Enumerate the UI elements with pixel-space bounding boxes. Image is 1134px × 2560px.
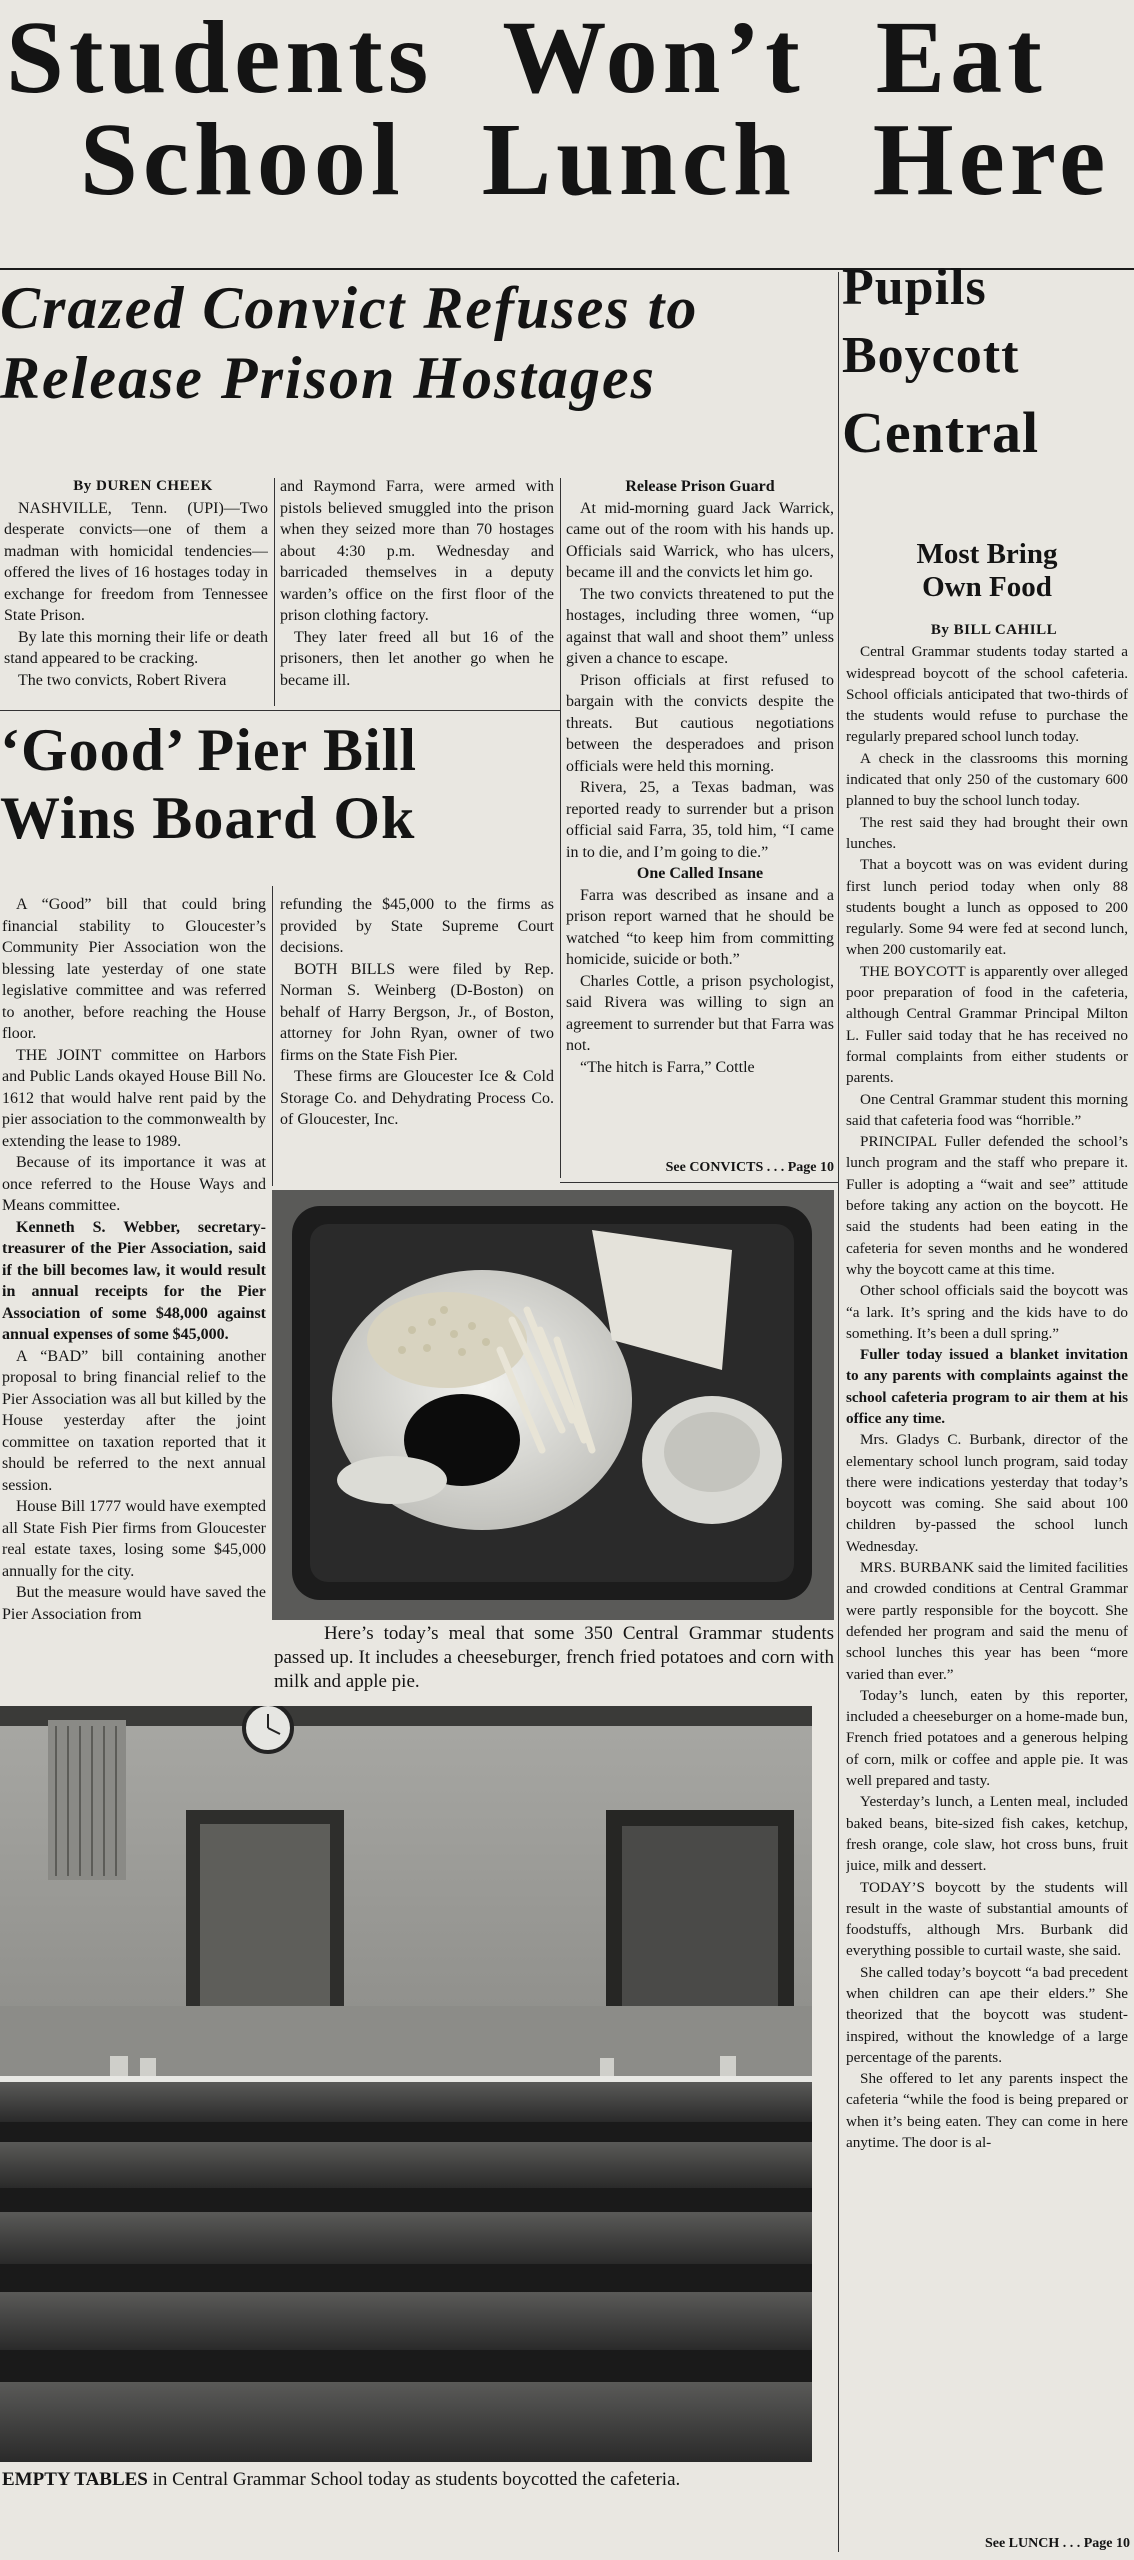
convict-subhead: One Called Insane xyxy=(636,865,764,882)
convict-para: “The hitch is Farra,” Cottle xyxy=(580,1058,755,1076)
table xyxy=(0,2082,812,2122)
convict-para: Farra was described as insane and a prison report warned that he should be watched “to keep him from committing homicide, suicide or both.” xyxy=(566,886,834,968)
main-headline-line2: School Lunch Here xyxy=(80,102,1111,217)
pier-col-1 xyxy=(2,894,266,1706)
boycott-para: Today’s lunch, eaten by this reporter, included a cheeseburger on a home-made bun, French fried potatoes and a generous helping of corn, milk or coffee and apple pie. It was well prepared and tasty. xyxy=(846,1686,1128,1790)
convict-col-2 xyxy=(280,476,554,708)
table xyxy=(0,2292,812,2350)
boycott-para: Fuller today issued a blanket invitation to any parents with complaints against the school cafeteria program to air them at his office any time. xyxy=(846,1346,1128,1427)
convict-headline xyxy=(0,275,840,411)
pier-para: Kenneth S. Webber, secretary-treasurer of the Pier Association, said if the bill becomes law, it would result in annual receipts for the Pier Association of some $48,000 against annual expenses of some $45,000. xyxy=(2,1218,266,1343)
column-rule-convict-1 xyxy=(274,478,275,706)
pier-headline-line2: Wins Board Ok xyxy=(0,785,416,851)
convict-bottom-rule xyxy=(0,710,560,711)
pier-headline-line1: ‘Good’ Pier Bill xyxy=(0,717,418,783)
convict-byline: By DUREN CHEEK xyxy=(73,478,213,494)
table xyxy=(0,2212,812,2264)
main-headline xyxy=(6,0,1126,217)
boycott-deck xyxy=(842,540,1132,602)
convict-col-3 xyxy=(566,476,834,1162)
convict-para: The two convicts threatened to put the hostages, including three women, “up against that wall and shoot them” unless given a chance to escape. xyxy=(566,585,834,667)
convict-para: At mid-morning guard Jack Warrick, came out of the room with his hands up. Officials said Warrick, who has ulcers, became ill and the convicts let him go. xyxy=(566,499,834,581)
pier-headline xyxy=(0,717,556,851)
column-rule-convict-2 xyxy=(560,478,561,1178)
convict-jump-rule xyxy=(560,1182,838,1183)
cafeteria-photo-caption xyxy=(2,2468,814,2492)
column-rule-right xyxy=(838,272,839,2552)
convict-para: They later freed all but 16 of the prisoners, then let another go when he became ill. xyxy=(280,628,554,689)
boycott-headline xyxy=(842,259,1132,465)
convict-headline-line2: Release Prison Hostages xyxy=(0,345,656,411)
boycott-para: PRINCIPAL Fuller defended the school’s lunch program and the staff who prepare it. Fuller is adopting a “wait and see” attitude before taking any action on the boycott. He said the students had been eating in the cafeteria for seven months and he wondered why the boycott came at this time. xyxy=(846,1133,1128,1278)
pier-para: A “Good” bill that could bring financial stability to Gloucester’s Community Pier Association won the blessing late yesterday of one state legislative committee and was referred to another, before reaching the House floor. xyxy=(2,896,266,1042)
convict-para: Rivera, 25, a Texas badman, was reported ready to surrender but a prison official said Farra, 35, told him, “I came in to die, and I’m going to die.” xyxy=(566,779,834,861)
pier-para: House Bill 1777 would have exempted all State Fish Pier firms from Gloucester real estate taxes, losing some $45,000 annually for the city. xyxy=(2,1498,266,1580)
pier-para: refunding the $45,000 to the firms as provided by State Supreme Court decisions. xyxy=(280,896,554,956)
convict-para: and Raymond Farra, were armed with pistols believed smuggled into the prison when they seized more than 70 hostages about 4:30 p.m. Wednesday and barricaded themselves in a deputy warden’s office on the first floor of the prison clothing factory. xyxy=(280,478,554,624)
boycott-body xyxy=(846,620,1128,2540)
boycott-para: TODAY’S boycott by the students will result in the waste of substantial amounts of foodstuffs, although Mrs. Burbank did everything possible to curtail waste, she said. xyxy=(846,1878,1128,1960)
boycott-headline-line1: Pupils xyxy=(842,259,987,316)
boycott-para: She offered to let any parents inspect the cafeteria “while the food is being prepared or when it’s being eaten. They can come in here anytime. The door is al- xyxy=(846,2070,1128,2152)
boycott-para: The rest said they had brought their own lunches. xyxy=(846,813,1128,852)
convict-para: By late this morning their life or death stand appeared to be cracking. xyxy=(4,628,268,667)
pier-para: But the measure would have saved the Pier Association from xyxy=(2,1584,266,1623)
convict-headline-line1: Crazed Convict Refuses to xyxy=(0,275,699,341)
boycott-para: A check in the classrooms this morning indicated that only 250 of the customary 600 planned to buy the school lunch today. xyxy=(846,749,1128,810)
boycott-headline-line2: Boycott xyxy=(842,327,1020,384)
boycott-para: One Central Grammar student this morning said that cafeteria food was “horrible.” xyxy=(846,1090,1128,1129)
boycott-para: Other school officials said the boycott was “a lark. It’s spring and the kids have to do something. It’s been a dull spring.” xyxy=(846,1282,1128,1342)
pier-para: These firms are Gloucester Ice & Cold Storage Co. and Dehydrating Process Co. of Gloucester, Inc. xyxy=(280,1068,554,1128)
pier-col-2 xyxy=(280,894,554,1182)
boycott-deck-line2: Own Food xyxy=(922,571,1052,603)
tray-photo-caption: Here’s today’s meal that some 350 Central Grammar students passed up. It includes a cheeseburger, french fried potatoes and corn with milk and apple pie. xyxy=(274,1623,834,1692)
cafeteria-photo-image xyxy=(0,1706,812,2462)
boycott-para: MRS. BURBANK said the limited facilities and crowded conditions at Central Grammar were partly responsible for the boycott. She defended her program and said the menu of school lunches this year has been “more varied than ever.” xyxy=(846,1559,1128,1683)
convict-para: Prison officials at first refused to bargain with the convicts despite the threats. But cautious negotiations between the desperadoes and prison officials were held this morning. xyxy=(566,671,834,775)
convict-col-1 xyxy=(4,476,268,708)
pier-para: Because of its importance it was at once referred to the House Ways and Means committee. xyxy=(2,1154,266,1214)
convict-subhead: Release Prison Guard xyxy=(625,478,775,495)
tray-photo xyxy=(272,1190,834,1620)
radiator-icon xyxy=(48,1720,126,1880)
pier-para: THE JOINT committee on Harbors and Public Lands okayed House Bill No. 1612 that would halve rent paid by the pier association to the commonwealth by extending the lease to 1989. xyxy=(2,1046,266,1150)
cafeteria-caption-text: in Central Grammar School today as students boycotted the cafeteria. xyxy=(147,2469,681,2490)
cafeteria-caption-lead: EMPTY TABLES xyxy=(2,2469,148,2490)
convict-para: The two convicts, Robert Rivera xyxy=(18,671,227,689)
boycott-para: Central Grammar students today started a widespread boycott of the school cafeteria. School officials anticipated that two-thirds of the students would refuse to purchase the regularly prepared school lunch today. xyxy=(846,643,1128,746)
tray-photo-image xyxy=(272,1190,834,1620)
cafeteria-photo xyxy=(0,1706,812,2462)
boycott-deck-line1: Most Bring xyxy=(916,538,1058,570)
pier-para: BOTH BILLS were filed by Rep. Norman S. Weinberg (D-Boston) on behalf of Harry Bergson, Jr., of Boston, attorney for John Ryan, owner of two firms on the State Fish Pier. xyxy=(280,960,554,1064)
column-rule-pier xyxy=(272,886,273,1186)
convict-para: Charles Cottle, a prison psychologist, said Rivera was willing to sign an agreement to surrender but that Farra was not. xyxy=(566,972,834,1054)
convict-para: NASHVILLE, Tenn. (UPI)—Two desperate convicts—one of them a madman with homicidal tendencies—offered the lives of 16 hostages today in exchange for freedom from Tennessee State Prison. xyxy=(4,499,268,624)
main-headline-line1: Students Won’t Eat xyxy=(6,0,1047,115)
boycott-headline-line3: Central xyxy=(842,400,1040,465)
convict-jump-link[interactable]: See CONVICTS . . . Page 10 xyxy=(665,1160,834,1175)
boycott-para: Yesterday’s lunch, a Lenten meal, included baked beans, bite-sized fish cakes, ketchup, fresh orange, cole slaw, hot cross buns, fruit juice, milk and dessert. xyxy=(846,1793,1128,1875)
boycott-jump-link[interactable]: See LUNCH . . . Page 10 xyxy=(984,2536,1130,2551)
boycott-para: She called today’s boycott “a bad precedent when children can ape their elders.” She theorized that the boycott was student-inspired, without the knowledge of a large percentage of the parents. xyxy=(846,1963,1128,2066)
boycott-para: That a boycott was on was evident during first lunch period today when only 88 students bought a lunch as opposed to 200 regularly. Some 94 were fed at second lunch, when 200 customarily eat. xyxy=(846,856,1128,959)
pier-para: A “BAD” bill containing another proposal to bring financial relief to the Pier Association was all but killed by the House yesterday after the joint committee on taxation reported that it should be referred to the next annual session. xyxy=(2,1347,266,1494)
table xyxy=(0,2382,812,2462)
boycott-byline: By BILL CAHILL xyxy=(930,622,1058,638)
boycott-para: Mrs. Gladys C. Burbank, director of the elementary school lunch program, said today there were indications yesterday that today’s boycott was coming. She said about 100 children by-passed the school lunch Wednesday. xyxy=(846,1431,1128,1555)
table xyxy=(0,2142,812,2188)
boycott-para: THE BOYCOTT is apparently over alleged poor preparation of food in the cafeteria, although Central Grammar Principal Milton L. Fuller said today that he has received no formal complaints from either students or parents. xyxy=(846,962,1128,1087)
